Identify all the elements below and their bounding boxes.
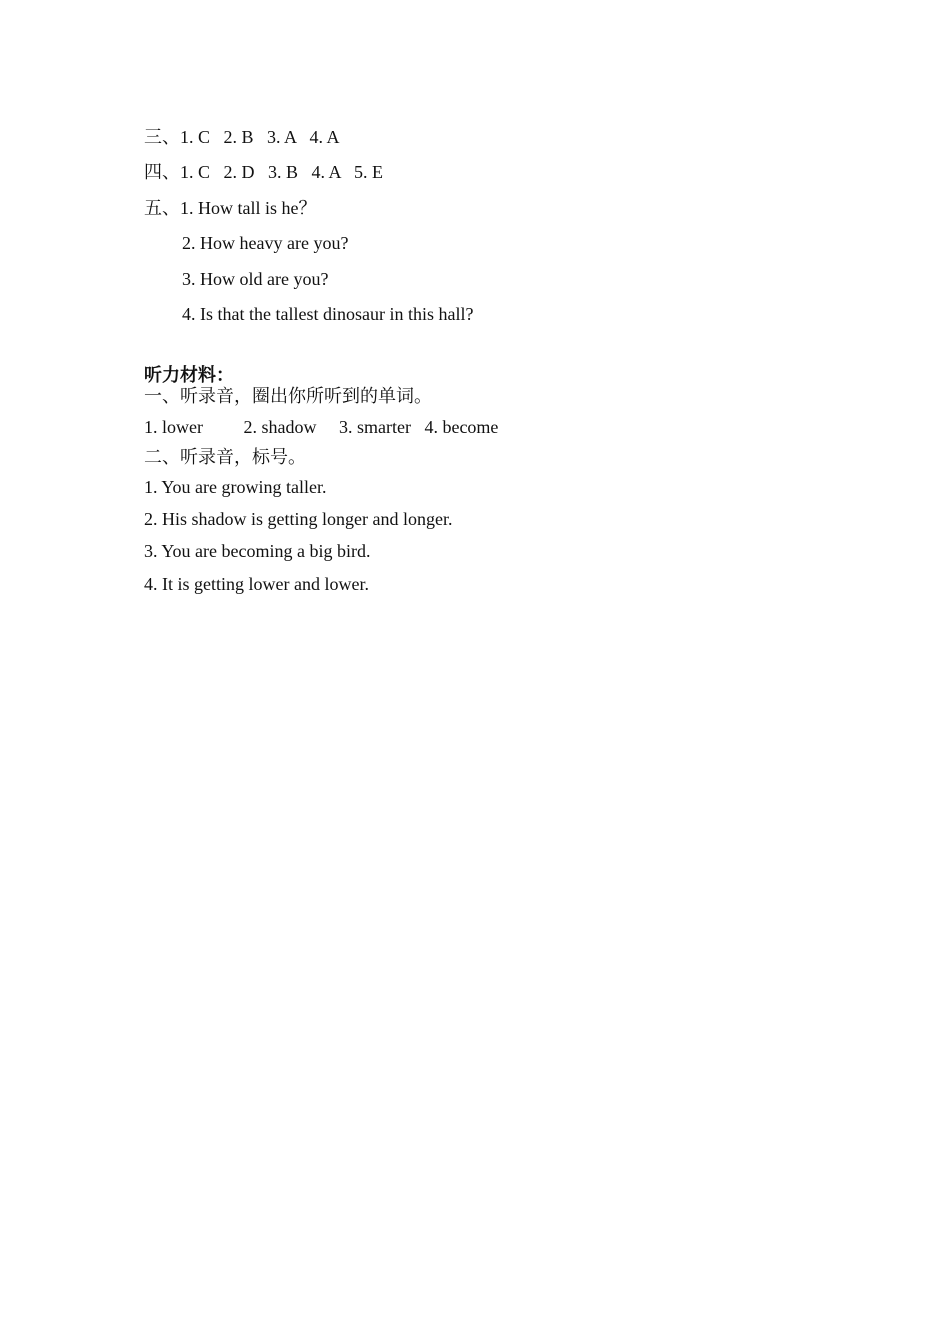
listening-part2-title: 二、听录音，标号。 xyxy=(144,447,306,467)
listening-sentence: 4. It is getting lower and lower. xyxy=(144,574,369,594)
listening-part1-title: 一、听录音，圈出你所听到的单词。 xyxy=(144,386,432,406)
answer-section-5-q3: 3. How old are you? xyxy=(182,269,329,289)
answer-section-3: 三、1. C 2. B 3. A 4. A xyxy=(144,127,340,147)
listening-sentence: 2. His shadow is getting longer and longer. xyxy=(144,509,453,529)
answer-section-5-q4: 4. Is that the tallest dinosaur in this hall? xyxy=(182,304,474,324)
answer-section-5-q2: 2. How heavy are you? xyxy=(182,233,349,253)
listening-part1-words: 1. lower 2. shadow 3. smarter 4. become xyxy=(144,417,499,437)
answer-section-5-q1: 五、1. How tall is he？ xyxy=(144,198,317,218)
listening-sentence: 3. You are becoming a big bird. xyxy=(144,541,371,561)
listening-heading: 听力材料： xyxy=(144,365,234,385)
answer-section-4: 四、1. C 2. D 3. B 4. A 5. E xyxy=(144,162,384,182)
listening-sentence: 1. You are growing taller. xyxy=(144,477,327,497)
